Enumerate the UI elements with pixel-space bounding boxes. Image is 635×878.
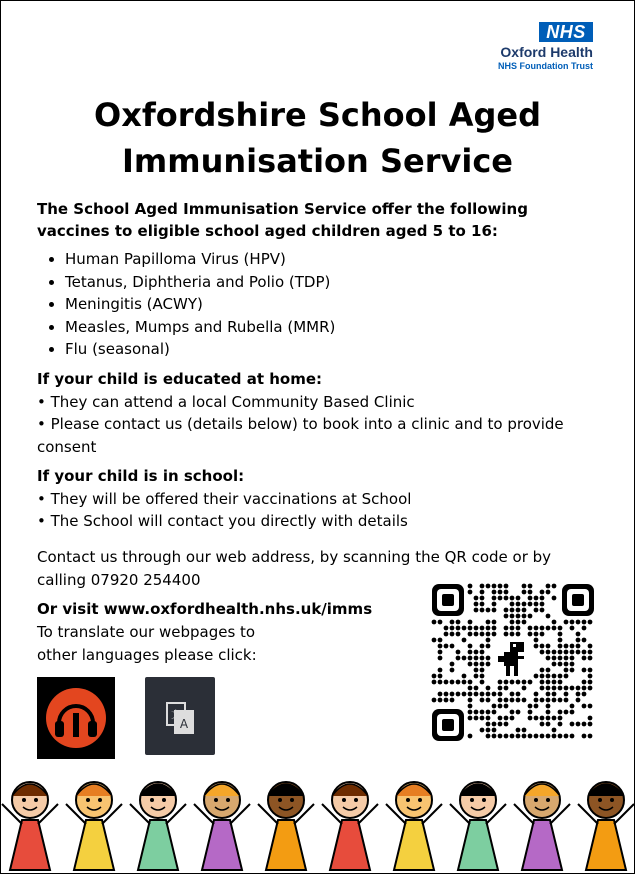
- home-line-2: • Please contact us (details below) to book into a clinic and to provide: [37, 415, 564, 433]
- list-item: • Tetanus, Diphtheria and Polio (TDP): [65, 271, 335, 294]
- title-line-2: Immunisation Service: [122, 142, 513, 180]
- svg-text:文: 文: [171, 710, 181, 721]
- translate-prompt: [37, 621, 277, 667]
- list-item: • Flu (seasonal): [65, 338, 335, 361]
- title-line-1: Oxfordshire School Aged: [93, 96, 541, 134]
- home-line-1: • They can attend a local Community Based Clinic: [37, 392, 415, 411]
- school-line-1: • They will be offered their vaccinations at School: [37, 489, 412, 508]
- org-subtitle: NHS Foundation Trust: [498, 61, 593, 71]
- contact-line-1: Contact us through our web address, by scanning the QR code or by: [37, 548, 552, 566]
- home-heading: If your child is educated at home:: [37, 370, 323, 388]
- home-section: [37, 368, 597, 458]
- translate-line-1: To translate our webpages to: [37, 623, 256, 641]
- qr-code[interactable]: [428, 580, 598, 745]
- headphones-icon[interactable]: [37, 677, 115, 759]
- translate-icon[interactable]: [145, 677, 215, 755]
- website-link[interactable]: Or visit www.oxfordhealth.nhs.uk/imms: [37, 600, 373, 618]
- school-line-2: • The School will contact you directly with details: [37, 512, 408, 530]
- school-heading: If your child is in school:: [37, 467, 245, 485]
- list-item: • Human Papilloma Virus (HPV): [65, 248, 335, 271]
- intro-text: [37, 198, 597, 242]
- contact-line-2: calling 07920 254400: [37, 571, 201, 589]
- school-section: [37, 465, 597, 533]
- home-line-3: consent: [37, 437, 97, 456]
- translate-line-2: other languages please click:: [37, 646, 257, 664]
- list-item: • Measles, Mumps and Rubella (MMR): [65, 316, 335, 339]
- org-name: Oxford Health: [500, 44, 593, 60]
- nhs-logo: NHS: [539, 22, 593, 42]
- svg-text:A: A: [179, 717, 189, 731]
- intro-line-2: vaccines to eligible school aged children aged 5 to 16:: [37, 222, 498, 240]
- vaccine-list: [37, 248, 335, 361]
- page-title: [0, 92, 635, 184]
- children-illustration: [0, 762, 635, 874]
- list-item: • Meningitis (ACWY): [65, 293, 335, 316]
- intro-line-1: The School Aged Immunisation Service offer the following: [37, 200, 528, 218]
